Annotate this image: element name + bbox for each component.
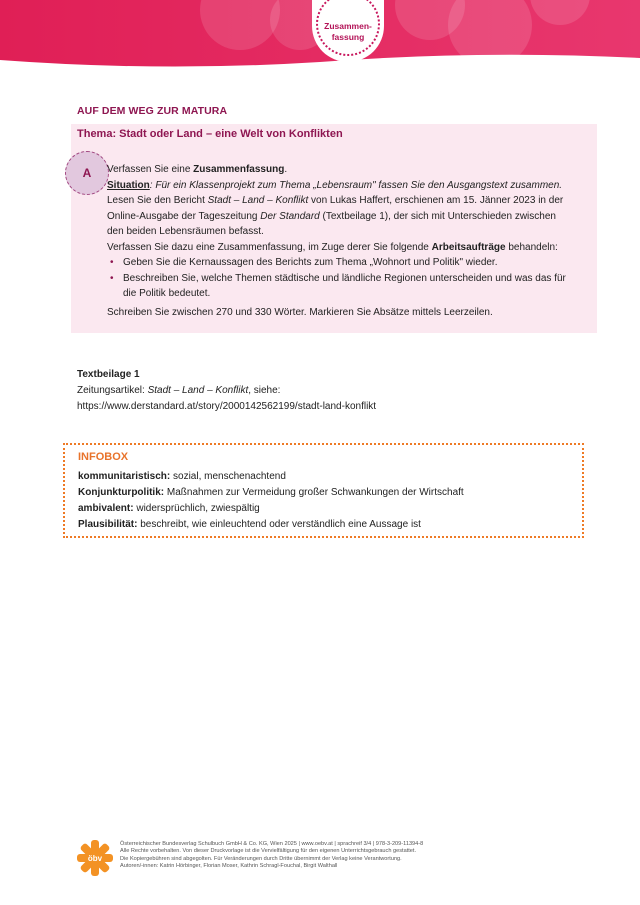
glossary-entry: Plausibilität: beschreibt, wie einleuchtend oder verständlich eine Aussage ist — [78, 519, 421, 530]
imprint-line: Autoren/-innen: Katrin Hörbinger, Florian Moser, Kathrin Schragl-Fouchal, Birgit Walthall — [120, 862, 338, 869]
infobox-list — [78, 469, 464, 533]
glossary-entry: kommunitaristisch: sozial, menschenachtend — [78, 471, 286, 482]
glossary-entry: Konjunkturpolitik: Maßnahmen zur Vermeidung großer Schwankungen der Wirtschaft — [78, 487, 464, 498]
topic-heading: Thema: Stadt oder Land – eine Welt von Konflikten — [77, 128, 343, 140]
task-box — [71, 124, 597, 333]
imprint-line: Österreichischer Bundesverlag Schulbuch GmbH & Co. KG, Wien 2025 | www.oebv.at | sprachreif 3/4 | 978-3-209-11394-8 — [120, 841, 424, 847]
oebv-logo — [76, 839, 114, 877]
infobox-title: INFOBOX — [78, 451, 129, 463]
task-marker-a: A — [65, 151, 109, 195]
bullet-item: • Beschreiben Sie, welche Themen städtische und ländliche Regionen unterscheiden und was das für die Politik bedeutet. — [123, 271, 567, 302]
work-instruction: Verfassen Sie dazu eine Zusammenfassung, im Zuge derer Sie folgende Arbeitsaufträge behandeln: — [107, 241, 558, 253]
section-title: AUF DEM WEG ZUR MATURA — [77, 105, 228, 117]
beilage-title: Textbeilage 1 — [77, 369, 140, 380]
beilage-url[interactable]: https://www.derstandard.at/story/2000142562199/stadt-land-konflikt — [77, 401, 377, 412]
task-bullets — [107, 255, 567, 302]
badge-label: Zusammen- fassung — [324, 21, 372, 42]
beilage-source: Zeitungsartikel: Stadt – Land – Konflikt, siehe: — [77, 385, 281, 396]
bullet-item: • Geben Sie die Kernaussagen des Berichts zum Thema „Wohnort und Politik" wieder. — [123, 255, 567, 271]
task-intro: Verfassen Sie eine Zusammenfassung. — [107, 164, 288, 175]
footer-imprint — [120, 841, 500, 870]
glossary-entry: ambivalent: widersprüchlich, zwiespältig — [78, 503, 260, 514]
task-body — [107, 162, 567, 302]
infobox — [63, 443, 584, 538]
logo-text: öbv — [87, 854, 103, 863]
word-count-instruction: Schreiben Sie zwischen 270 und 330 Wörter. Markieren Sie Absätze mittels Leerzeilen. — [107, 307, 493, 318]
footer — [76, 839, 496, 879]
imprint-line: Alle Rechte vorbehalten. Von dieser Druckvorlage ist die Vervielfältigung für den eigenen Unterrichtsgebrauch gestattet. — [120, 848, 417, 855]
read-instruction: Lesen Sie den Bericht Stadt – Land – Konflikt von Lukas Haffert, erschienen am 15. Jänner 2023 in der Online-Ausgabe der Tageszeitung Der Standard (Textbeilage 1), der sich mit Unterschieden zwischen den beiden Lebensräumen befasst. — [107, 195, 564, 237]
situation-line: Situation: Für ein Klassenprojekt zum Thema „Lebensraum" fassen Sie den Ausgangstext zusammen. — [107, 179, 563, 191]
textbeilage — [77, 367, 376, 415]
imprint-line: Die Kopiergebühren sind abgegolten. Für Veränderungen durch Dritte übernimmt der Verlag keine Verantwortung. — [120, 855, 402, 862]
